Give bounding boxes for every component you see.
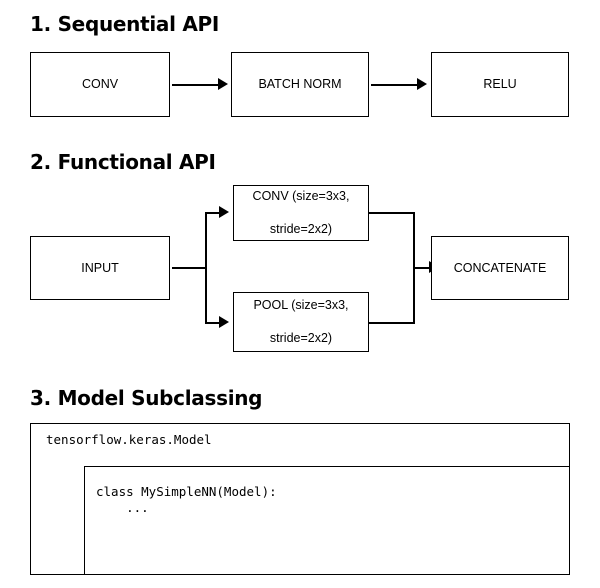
split-vertical-line	[205, 212, 207, 323]
arrow-to-conv-branch-head	[219, 206, 229, 218]
node-conv-label: CONV	[81, 77, 119, 92]
node-conv-branch-label	[241, 188, 362, 239]
arrow-batchnorm-to-relu-line	[371, 84, 419, 86]
section-title-sequential: 1. Sequential API	[30, 12, 220, 36]
node-conv-branch-line2: stride=2x2)	[269, 222, 333, 237]
node-conv-branch	[233, 185, 369, 241]
arrow-batchnorm-to-relu-head	[417, 78, 427, 90]
merge-bottom-line	[369, 322, 415, 324]
code-line-ellipsis: ...	[96, 500, 149, 515]
node-concatenate-label: CONCATENATE	[453, 260, 547, 275]
node-relu	[431, 52, 569, 117]
node-pool-branch-label	[241, 297, 360, 348]
arrow-conv-to-batchnorm-line	[172, 84, 220, 86]
arrow-to-pool-branch-head	[219, 316, 229, 328]
node-pool-branch	[233, 292, 369, 352]
arrow-conv-to-batchnorm-head	[218, 78, 228, 90]
section-title-functional: 2. Functional API	[30, 150, 216, 174]
node-pool-branch-line2: stride=2x2)	[269, 331, 333, 346]
node-concatenate	[431, 236, 569, 300]
merge-top-line	[369, 212, 415, 214]
node-conv	[30, 52, 170, 117]
split-stem-line	[172, 267, 206, 269]
section-title-subclassing: 3. Model Subclassing	[30, 386, 263, 410]
node-pool-branch-line1: POOL (size=3x3,	[253, 297, 349, 312]
model-subclassing-inner-panel	[84, 466, 570, 575]
module-label: tensorflow.keras.Model	[46, 432, 212, 447]
node-input	[30, 236, 170, 300]
node-relu-label: RELU	[483, 77, 517, 92]
node-conv-branch-line1: CONV (size=3x3,	[252, 188, 350, 203]
code-line-class-def: class MySimpleNN(Model):	[96, 484, 277, 499]
node-batch-norm-label: BATCH NORM	[258, 77, 342, 92]
node-input-label: INPUT	[81, 260, 119, 275]
node-batch-norm	[231, 52, 369, 117]
